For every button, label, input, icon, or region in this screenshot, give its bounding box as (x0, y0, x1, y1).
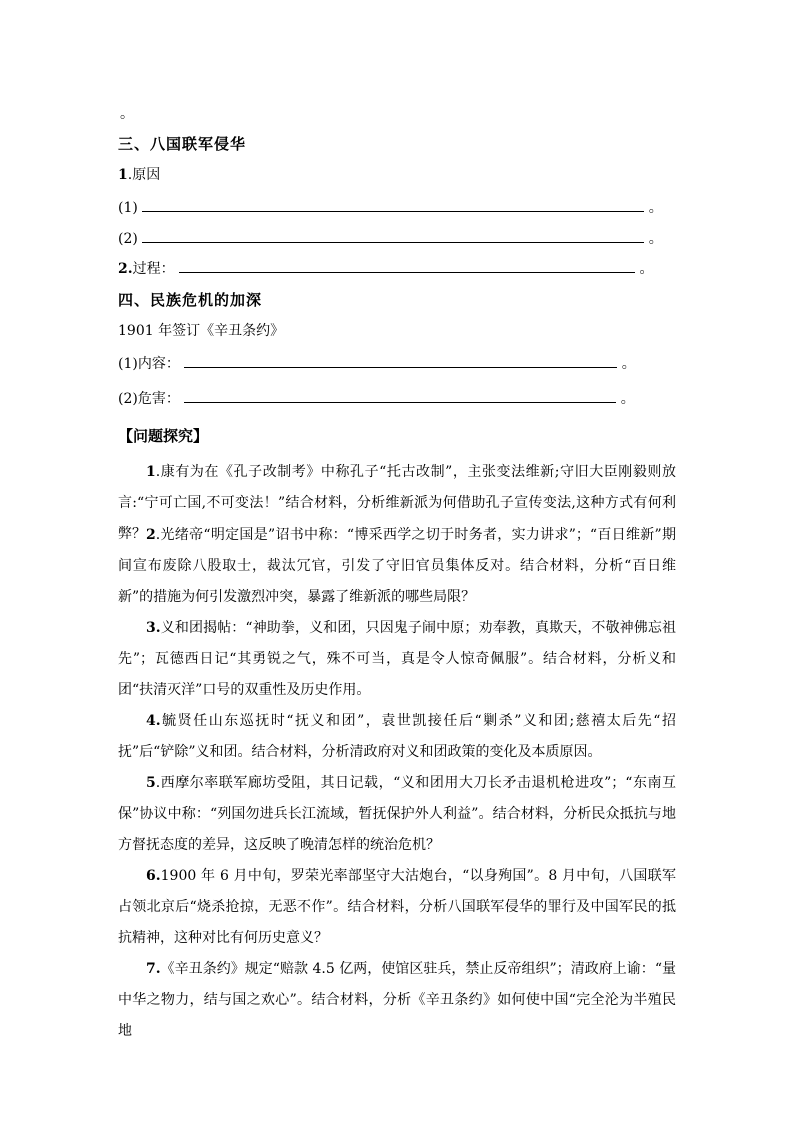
item-number: 6. (146, 868, 161, 884)
top-period: 。 (120, 106, 134, 122)
cause-1-label: (1) (118, 200, 138, 216)
harm-line (118, 389, 635, 409)
item-number: 7. (146, 961, 161, 977)
item-text: 毓贤任山东巡抚时“抚义和团”，袁世凯接任后“剿杀”义和团;慈禧太后先“招抚”后“铲除”义和团。结合材料，分析清政府对义和团政策的变化及本质原因。 (118, 713, 676, 760)
item-text: 义和团揭帖：“神助拳，义和团，只因鬼子闹中原；劝奉教，真欺天，不敬神佛忘祖先”；瓦德西日记“其勇锐之气，殊不可当，真是令人惊奇佩服”。结合材料，分析义和团“扶清灭洋”口号的双重性及历史作用。 (118, 620, 676, 698)
content-label: (1)内容： (118, 356, 180, 372)
answer-blank[interactable] (184, 354, 617, 368)
answer-blank[interactable] (179, 259, 635, 273)
item-number: 5 (146, 775, 156, 791)
answer-blank[interactable] (142, 229, 644, 243)
end-period: 。 (648, 231, 663, 247)
item-text: 《辛丑条约》规定“赔款 4.5 亿两，使馆区驻兵，禁止反帝组织”；清政府上谕：“量中华之物力，结与国之欢心”。结合材料，分析《辛丑条约》如何使中国“完全沦为半殖民地 (118, 961, 676, 1039)
inquiry-heading: 【问题探究】 (118, 427, 209, 445)
process-line (118, 259, 654, 279)
cause-title-text: .原因 (127, 167, 161, 183)
inquiry-item-7 (118, 954, 676, 1047)
section-heading-national-crisis: 四、民族危机的加深 (118, 291, 263, 309)
inquiry-item-2 (118, 520, 676, 613)
end-period: 。 (621, 356, 636, 372)
inquiry-item-3 (118, 613, 676, 706)
cause-title-number: 1 (118, 167, 128, 183)
section-heading-eight-nation: 三、八国联军侵华 (118, 135, 247, 153)
inquiry-item-5 (118, 768, 676, 861)
treaty-line: 1901 年签订《辛丑条约》 (118, 323, 285, 339)
cause-line-1 (118, 198, 663, 218)
item-number: 2 (146, 527, 156, 543)
item-number: 3. (146, 620, 161, 636)
cause-title (118, 165, 160, 185)
end-period: 。 (620, 391, 635, 407)
cause-2-label: (2) (118, 231, 138, 247)
process-label: 过程： (132, 261, 175, 277)
inquiry-item-4 (118, 706, 676, 768)
cause-line-2 (118, 229, 663, 249)
item-text: .康有为在《孔子改制考》中称孔子“托古改制”，主张变法维新;守旧大臣刚毅则放言:“宁可亡国,不可变法！”结合材料，分析维新派为何借助孔子宣传变法,这种方式有何利弊？ (118, 464, 676, 542)
item-text: .西摩尔率联军廊坊受阻，其日记载，“义和团用大刀长矛击退机枪进攻”；“东南互保”协议中称：“列国勿进兵长江流域，暂抚保护外人利益”。结合材料，分析民众抵抗与地方督抚态度的差异，这反映了晚清怎样的统治危机？ (118, 775, 676, 853)
item-number: 4. (146, 713, 161, 729)
inquiry-item-6 (118, 861, 676, 954)
end-period: 。 (648, 200, 663, 216)
process-number: 2. (118, 261, 133, 277)
item-number: 1 (146, 464, 156, 480)
answer-blank[interactable] (184, 389, 616, 403)
item-text: 1900 年 6 月中旬，罗荣光率部坚守大沽炮台，“以身殉国”。8 月中旬，八国联军占领北京后“烧杀抢掠，无恶不作”。结合材料，分析八国联军侵华的罪行及中国军民的抵抗精神，这种对比有何历史意义？ (118, 868, 676, 946)
answer-blank[interactable] (142, 198, 644, 212)
content-line (118, 354, 636, 374)
harm-label: (2)危害： (118, 391, 180, 407)
item-text: .光绪帝“明定国是”诏书中称：“博采西学之切于时务者，实力讲求”；“百日维新”期间宣布废除八股取士，裁汰冗官，引发了守旧官员集体反对。结合材料，分析“百日维新”的措施为何引发激烈冲突，暴露了维新派的哪些局限？ (118, 527, 676, 605)
end-period: 。 (639, 261, 654, 277)
